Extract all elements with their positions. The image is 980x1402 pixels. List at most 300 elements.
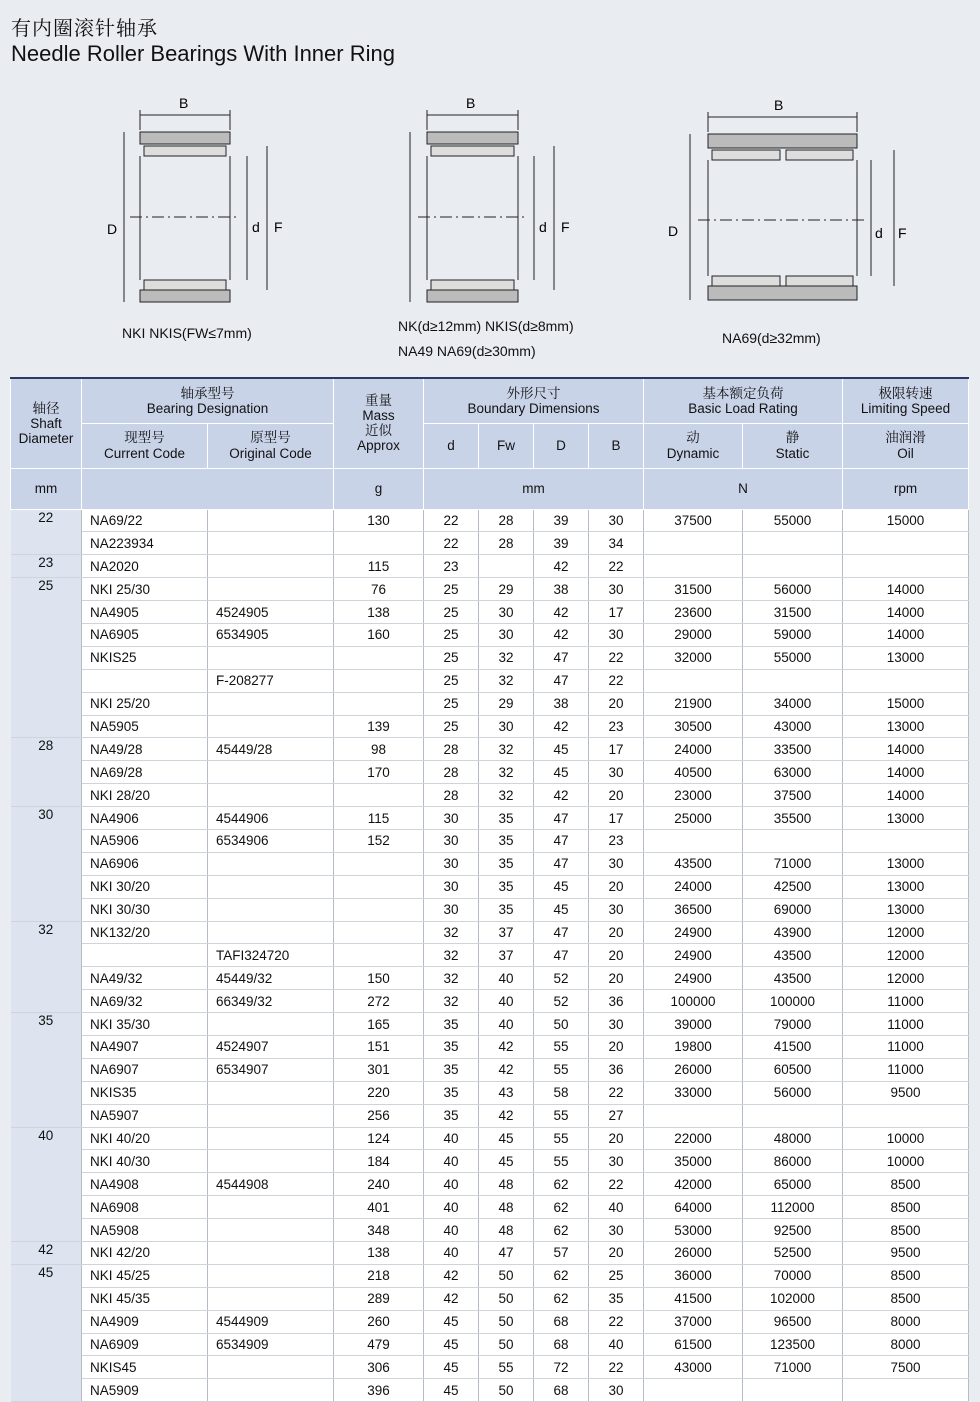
dim-D-cell: 42 xyxy=(534,784,589,807)
dim-d-cell: 30 xyxy=(424,852,479,875)
bearing-spec-table xyxy=(10,377,969,1402)
current-code-cell: NA6906 xyxy=(82,852,208,875)
dim-fw-cell: 43 xyxy=(479,1081,534,1104)
dim-fw-cell: 30 xyxy=(479,623,534,646)
bearing-section-drawing xyxy=(660,90,920,320)
original-code-cell xyxy=(208,646,334,669)
dim-D-cell: 68 xyxy=(534,1310,589,1333)
dim-fw-cell: 35 xyxy=(479,875,534,898)
dim-d-cell: 35 xyxy=(424,1081,479,1104)
static-cell: 56000 xyxy=(743,578,843,601)
original-code-cell xyxy=(208,1013,334,1036)
dynamic-cell: 36500 xyxy=(644,898,743,921)
current-code-cell: NA4907 xyxy=(82,1035,208,1058)
current-code-cell: NA6909 xyxy=(82,1333,208,1356)
original-code-cell xyxy=(208,1219,334,1242)
dim-d-cell: 28 xyxy=(424,761,479,784)
dim-fw-cell: 50 xyxy=(479,1333,534,1356)
table-row xyxy=(11,555,969,578)
oil-cell: 11000 xyxy=(843,990,969,1013)
dim-d-cell: 40 xyxy=(424,1242,479,1265)
dim-d-inner-label: d xyxy=(252,219,260,235)
dim-f-label: F xyxy=(274,219,283,235)
page-title-en: Needle Roller Bearings With Inner Ring xyxy=(11,41,395,66)
mass-cell: 170 xyxy=(334,761,424,784)
table-row xyxy=(11,623,969,646)
current-code-cell: NA5909 xyxy=(82,1379,208,1402)
dim-d-cell: 25 xyxy=(424,623,479,646)
dim-fw-cell: 50 xyxy=(479,1287,534,1310)
mass-cell: 151 xyxy=(334,1035,424,1058)
oil-cell: 11000 xyxy=(843,1035,969,1058)
header-dim-B: B xyxy=(589,423,644,468)
dim-D-cell: 68 xyxy=(534,1333,589,1356)
oil-cell: 13000 xyxy=(843,852,969,875)
header-shaft-diameter: 轴径 Shaft Diameter xyxy=(11,378,82,468)
dim-D-cell: 52 xyxy=(534,967,589,990)
table-row xyxy=(11,1173,969,1196)
oil-cell: 8500 xyxy=(843,1196,969,1219)
static-cell xyxy=(743,1379,843,1402)
oil-cell: 8500 xyxy=(843,1219,969,1242)
dim-B-cell: 30 xyxy=(589,1150,644,1173)
original-code-cell: 4524907 xyxy=(208,1035,334,1058)
dynamic-cell xyxy=(644,555,743,578)
dynamic-cell: 43000 xyxy=(644,1356,743,1379)
dim-d-cell: 25 xyxy=(424,578,479,601)
mass-cell: 160 xyxy=(334,623,424,646)
dim-d-cell: 45 xyxy=(424,1379,479,1402)
dim-d-outer-label: D xyxy=(107,221,118,237)
mass-cell xyxy=(334,852,424,875)
dim-fw-cell: 28 xyxy=(479,509,534,532)
dynamic-cell: 26000 xyxy=(644,1058,743,1081)
header-bearing-designation: 轴承型号 Bearing Designation xyxy=(82,378,334,423)
dim-B-cell: 40 xyxy=(589,1333,644,1356)
dim-fw-cell: 42 xyxy=(479,1058,534,1081)
oil-cell: 15000 xyxy=(843,692,969,715)
dim-fw-cell: 45 xyxy=(479,1150,534,1173)
dynamic-cell: 64000 xyxy=(644,1196,743,1219)
dim-fw-cell: 47 xyxy=(479,1242,534,1265)
dim-D-cell: 62 xyxy=(534,1287,589,1310)
oil-cell: 12000 xyxy=(843,944,969,967)
dim-D-cell: 45 xyxy=(534,738,589,761)
table-row xyxy=(11,829,969,852)
current-code-cell: NA49/28 xyxy=(82,738,208,761)
dim-fw-cell: 28 xyxy=(479,532,534,555)
current-code-cell: NKI 40/20 xyxy=(82,1127,208,1150)
original-code-cell xyxy=(208,1287,334,1310)
current-code-cell: NKIS35 xyxy=(82,1081,208,1104)
oil-cell: 14000 xyxy=(843,578,969,601)
mass-cell xyxy=(334,784,424,807)
dim-d-cell: 40 xyxy=(424,1173,479,1196)
oil-cell: 11000 xyxy=(843,1013,969,1036)
static-cell: 69000 xyxy=(743,898,843,921)
mass-cell: 139 xyxy=(334,715,424,738)
mass-cell xyxy=(334,898,424,921)
dim-B-cell: 22 xyxy=(589,1356,644,1379)
dynamic-cell: 26000 xyxy=(644,1242,743,1265)
dynamic-cell: 53000 xyxy=(644,1219,743,1242)
oil-cell: 14000 xyxy=(843,601,969,624)
dynamic-cell: 21900 xyxy=(644,692,743,715)
dim-D-cell: 38 xyxy=(534,578,589,601)
dim-B-cell: 22 xyxy=(589,1081,644,1104)
dim-d-cell: 30 xyxy=(424,875,479,898)
oil-cell: 8500 xyxy=(843,1287,969,1310)
oil-cell: 14000 xyxy=(843,761,969,784)
dim-B-cell: 20 xyxy=(589,967,644,990)
shaft-diameter-cell: 23 xyxy=(11,555,82,578)
table-row xyxy=(11,1058,969,1081)
current-code-cell: NKI 42/20 xyxy=(82,1242,208,1265)
current-code-cell: NA4908 xyxy=(82,1173,208,1196)
dim-B-cell: 20 xyxy=(589,921,644,944)
dim-b-label: B xyxy=(774,97,784,113)
table-row xyxy=(11,692,969,715)
mass-cell: 124 xyxy=(334,1127,424,1150)
oil-cell: 14000 xyxy=(843,623,969,646)
static-cell: 100000 xyxy=(743,990,843,1013)
table-row xyxy=(11,646,969,669)
dim-fw-cell: 29 xyxy=(479,578,534,601)
current-code-cell: NKI 45/35 xyxy=(82,1287,208,1310)
oil-cell: 11000 xyxy=(843,1058,969,1081)
dim-fw-cell: 50 xyxy=(479,1310,534,1333)
dim-D-cell: 62 xyxy=(534,1196,589,1219)
table-row xyxy=(11,1310,969,1333)
original-code-cell xyxy=(208,692,334,715)
dim-D-cell: 58 xyxy=(534,1081,589,1104)
mass-cell: 260 xyxy=(334,1310,424,1333)
dim-fw-cell: 48 xyxy=(479,1219,534,1242)
mass-cell: 130 xyxy=(334,509,424,532)
dim-B-cell: 30 xyxy=(589,509,644,532)
dim-fw-cell: 32 xyxy=(479,669,534,692)
table-row xyxy=(11,1150,969,1173)
dim-d-cell: 30 xyxy=(424,898,479,921)
oil-cell: 15000 xyxy=(843,509,969,532)
dim-d-cell: 42 xyxy=(424,1264,479,1287)
static-cell: 42500 xyxy=(743,875,843,898)
oil-cell xyxy=(843,669,969,692)
dim-B-cell: 20 xyxy=(589,944,644,967)
oil-cell: 13000 xyxy=(843,807,969,830)
dim-B-cell: 30 xyxy=(589,578,644,601)
dim-d-inner-label: d xyxy=(539,219,547,235)
oil-cell: 14000 xyxy=(843,738,969,761)
original-code-cell: TAFI324720 xyxy=(208,944,334,967)
table-row xyxy=(11,578,969,601)
dim-B-cell: 20 xyxy=(589,1127,644,1150)
original-code-cell xyxy=(208,509,334,532)
table-row xyxy=(11,715,969,738)
dim-f-label: F xyxy=(561,219,570,235)
original-code-cell xyxy=(208,1379,334,1402)
dynamic-cell: 61500 xyxy=(644,1333,743,1356)
dim-D-cell: 47 xyxy=(534,829,589,852)
static-cell: 56000 xyxy=(743,1081,843,1104)
current-code-cell: NKI 25/20 xyxy=(82,692,208,715)
dynamic-cell: 33000 xyxy=(644,1081,743,1104)
dynamic-cell: 35000 xyxy=(644,1150,743,1173)
dim-B-cell: 20 xyxy=(589,784,644,807)
mass-cell: 138 xyxy=(334,1242,424,1265)
dim-fw-cell: 45 xyxy=(479,1127,534,1150)
dim-fw-cell: 30 xyxy=(479,715,534,738)
original-code-cell: 6534909 xyxy=(208,1333,334,1356)
unit-mass: g xyxy=(334,468,424,509)
dim-d-cell: 35 xyxy=(424,1058,479,1081)
dim-D-cell: 68 xyxy=(534,1379,589,1402)
mass-cell xyxy=(334,646,424,669)
mass-cell: 220 xyxy=(334,1081,424,1104)
dim-fw-cell xyxy=(479,555,534,578)
dim-d-cell: 45 xyxy=(424,1333,479,1356)
dim-D-cell: 57 xyxy=(534,1242,589,1265)
dim-d-cell: 22 xyxy=(424,509,479,532)
dim-d-cell: 32 xyxy=(424,944,479,967)
mass-cell: 98 xyxy=(334,738,424,761)
static-cell: 48000 xyxy=(743,1127,843,1150)
mass-cell: 76 xyxy=(334,578,424,601)
unit-load: N xyxy=(644,468,843,509)
static-cell: 33500 xyxy=(743,738,843,761)
header-dim-D: D xyxy=(534,423,589,468)
dim-d-cell: 32 xyxy=(424,967,479,990)
dynamic-cell: 29000 xyxy=(644,623,743,646)
dim-fw-cell: 37 xyxy=(479,921,534,944)
original-code-cell: 6534906 xyxy=(208,829,334,852)
header-oil: 油润滑 Oil xyxy=(843,423,969,468)
dim-fw-cell: 50 xyxy=(479,1264,534,1287)
dynamic-cell xyxy=(644,1104,743,1127)
oil-cell xyxy=(843,829,969,852)
dim-B-cell: 20 xyxy=(589,692,644,715)
original-code-cell: 6534907 xyxy=(208,1058,334,1081)
dim-D-cell: 62 xyxy=(534,1173,589,1196)
dynamic-cell: 41500 xyxy=(644,1287,743,1310)
dim-d-cell: 32 xyxy=(424,990,479,1013)
original-code-cell xyxy=(208,1196,334,1219)
oil-cell: 9500 xyxy=(843,1242,969,1265)
oil-cell xyxy=(843,532,969,555)
static-cell: 31500 xyxy=(743,601,843,624)
static-cell: 35500 xyxy=(743,807,843,830)
header-dim-fw: Fw xyxy=(479,423,534,468)
dim-B-cell: 22 xyxy=(589,555,644,578)
dim-fw-cell: 40 xyxy=(479,1013,534,1036)
dynamic-cell: 37000 xyxy=(644,1310,743,1333)
dim-B-cell: 20 xyxy=(589,875,644,898)
dynamic-cell: 43500 xyxy=(644,852,743,875)
current-code-cell: NK132/20 xyxy=(82,921,208,944)
dim-d-cell: 45 xyxy=(424,1356,479,1379)
static-cell: 70000 xyxy=(743,1264,843,1287)
mass-cell xyxy=(334,532,424,555)
original-code-cell: 6534905 xyxy=(208,623,334,646)
dim-B-cell: 36 xyxy=(589,990,644,1013)
table-row xyxy=(11,944,969,967)
dim-D-cell: 42 xyxy=(534,601,589,624)
current-code-cell: NA4906 xyxy=(82,807,208,830)
original-code-cell: 4544908 xyxy=(208,1173,334,1196)
current-code-cell: NKIS25 xyxy=(82,646,208,669)
dim-B-cell: 30 xyxy=(589,761,644,784)
bearing-section-drawing xyxy=(100,90,300,320)
static-cell: 71000 xyxy=(743,1356,843,1379)
dim-B-cell: 17 xyxy=(589,738,644,761)
table-row xyxy=(11,852,969,875)
shaft-diameter-cell: 28 xyxy=(11,738,82,807)
page-title-cn: 有内圈滚针轴承 xyxy=(11,16,158,40)
static-cell: 52500 xyxy=(743,1242,843,1265)
dynamic-cell: 24000 xyxy=(644,738,743,761)
dim-d-cell: 28 xyxy=(424,784,479,807)
oil-cell: 13000 xyxy=(843,646,969,669)
original-code-cell xyxy=(208,555,334,578)
original-code-cell xyxy=(208,1150,334,1173)
dim-d-cell: 35 xyxy=(424,1035,479,1058)
original-code-cell xyxy=(208,761,334,784)
mass-cell: 152 xyxy=(334,829,424,852)
table-row xyxy=(11,1081,969,1104)
dim-b-label: B xyxy=(466,95,476,111)
original-code-cell xyxy=(208,1104,334,1127)
static-cell: 63000 xyxy=(743,761,843,784)
dim-B-cell: 23 xyxy=(589,829,644,852)
dim-D-cell: 45 xyxy=(534,875,589,898)
dim-B-cell: 25 xyxy=(589,1264,644,1287)
dim-d-cell: 35 xyxy=(424,1013,479,1036)
dim-D-cell: 50 xyxy=(534,1013,589,1036)
current-code-cell: NKI 30/30 xyxy=(82,898,208,921)
dim-d-cell: 23 xyxy=(424,555,479,578)
mass-cell xyxy=(334,944,424,967)
table-row xyxy=(11,990,969,1013)
dim-d-inner-label: d xyxy=(875,225,883,241)
original-code-cell: 4544909 xyxy=(208,1310,334,1333)
dim-fw-cell: 48 xyxy=(479,1196,534,1219)
original-code-cell xyxy=(208,1264,334,1287)
dynamic-cell: 36000 xyxy=(644,1264,743,1287)
dynamic-cell: 22000 xyxy=(644,1127,743,1150)
original-code-cell xyxy=(208,1356,334,1379)
dynamic-cell: 19800 xyxy=(644,1035,743,1058)
mass-cell: 272 xyxy=(334,990,424,1013)
dim-d-cell: 40 xyxy=(424,1196,479,1219)
current-code-cell: NA5905 xyxy=(82,715,208,738)
bearing-diagram-na69 xyxy=(660,90,920,320)
table-row xyxy=(11,875,969,898)
diagram-caption-nk-line2: NA49 NA69(d≥30mm) xyxy=(398,343,536,359)
dynamic-cell: 100000 xyxy=(644,990,743,1013)
header-dynamic: 动 Dynamic xyxy=(644,423,743,468)
original-code-cell xyxy=(208,1242,334,1265)
dim-B-cell: 30 xyxy=(589,1379,644,1402)
oil-cell: 9500 xyxy=(843,1081,969,1104)
static-cell: 43000 xyxy=(743,715,843,738)
dim-D-cell: 42 xyxy=(534,623,589,646)
table-row xyxy=(11,1379,969,1402)
dim-fw-cell: 55 xyxy=(479,1356,534,1379)
table-row xyxy=(11,738,969,761)
static-cell: 96500 xyxy=(743,1310,843,1333)
static-cell: 71000 xyxy=(743,852,843,875)
dim-d-cell: 22 xyxy=(424,532,479,555)
original-code-cell: 66349/32 xyxy=(208,990,334,1013)
shaft-diameter-cell: 25 xyxy=(11,578,82,738)
dim-d-cell: 25 xyxy=(424,601,479,624)
table-row xyxy=(11,761,969,784)
mass-cell: 306 xyxy=(334,1356,424,1379)
dim-d-cell: 40 xyxy=(424,1127,479,1150)
current-code-cell: NKIS45 xyxy=(82,1356,208,1379)
current-code-cell xyxy=(82,669,208,692)
oil-cell: 8500 xyxy=(843,1264,969,1287)
original-code-cell xyxy=(208,784,334,807)
static-cell: 102000 xyxy=(743,1287,843,1310)
shaft-diameter-cell: 45 xyxy=(11,1264,82,1401)
dynamic-cell: 23000 xyxy=(644,784,743,807)
header-basic-load-rating: 基本额定负荷 Basic Load Rating xyxy=(644,378,843,423)
dim-f-label: F xyxy=(898,225,907,241)
dim-D-cell: 47 xyxy=(534,807,589,830)
dim-B-cell: 36 xyxy=(589,1058,644,1081)
dim-fw-cell: 40 xyxy=(479,990,534,1013)
diagram-caption-na69: NA69(d≥32mm) xyxy=(722,330,821,346)
dynamic-cell: 30500 xyxy=(644,715,743,738)
dim-fw-cell: 50 xyxy=(479,1379,534,1402)
dim-D-cell: 39 xyxy=(534,509,589,532)
spec-table-body xyxy=(11,509,969,1402)
original-code-cell xyxy=(208,715,334,738)
mass-cell: 150 xyxy=(334,967,424,990)
dim-B-cell: 30 xyxy=(589,1219,644,1242)
mass-cell xyxy=(334,875,424,898)
unit-shaft: mm xyxy=(11,468,82,509)
static-cell: 92500 xyxy=(743,1219,843,1242)
mass-cell: 479 xyxy=(334,1333,424,1356)
oil-cell: 10000 xyxy=(843,1127,969,1150)
table-row xyxy=(11,1104,969,1127)
current-code-cell: NA6905 xyxy=(82,623,208,646)
table-row xyxy=(11,1127,969,1150)
dynamic-cell: 24900 xyxy=(644,944,743,967)
dim-D-cell: 47 xyxy=(534,852,589,875)
static-cell: 123500 xyxy=(743,1333,843,1356)
shaft-diameter-cell: 30 xyxy=(11,807,82,921)
dim-B-cell: 23 xyxy=(589,715,644,738)
static-cell: 60500 xyxy=(743,1058,843,1081)
oil-cell: 13000 xyxy=(843,898,969,921)
dim-D-cell: 55 xyxy=(534,1104,589,1127)
current-code-cell: NA4905 xyxy=(82,601,208,624)
dim-d-cell: 42 xyxy=(424,1287,479,1310)
dim-fw-cell: 35 xyxy=(479,898,534,921)
dynamic-cell: 24000 xyxy=(644,875,743,898)
current-code-cell: NA5908 xyxy=(82,1219,208,1242)
original-code-cell xyxy=(208,921,334,944)
static-cell: 34000 xyxy=(743,692,843,715)
dynamic-cell: 23600 xyxy=(644,601,743,624)
table-row xyxy=(11,1035,969,1058)
dim-B-cell: 30 xyxy=(589,1013,644,1036)
original-code-cell xyxy=(208,875,334,898)
dim-B-cell: 34 xyxy=(589,532,644,555)
